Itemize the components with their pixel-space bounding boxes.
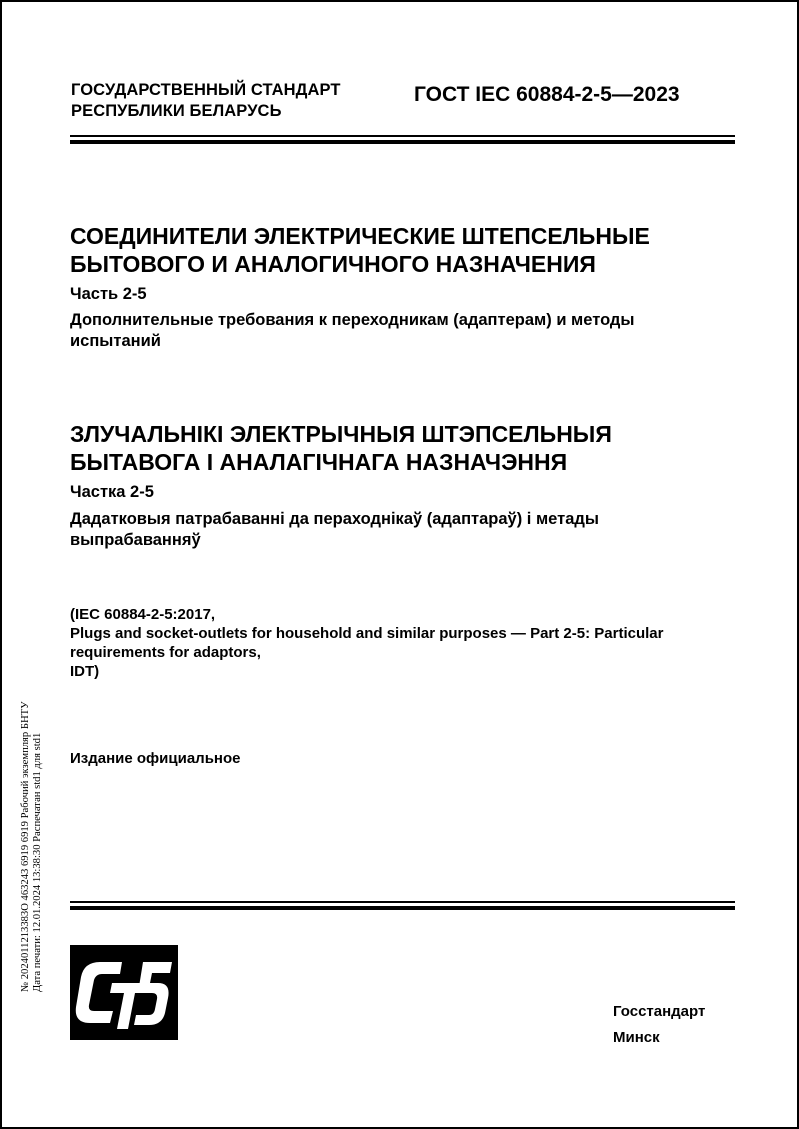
ru-title — [70, 222, 650, 278]
ru-title-line-1: СОЕДИНИТЕЛИ ЭЛЕКТРИЧЕСКИЕ ШТЕПСЕЛЬНЫЕ — [70, 223, 650, 249]
header-rule-thick — [70, 140, 735, 144]
be-part: Частка 2-5 — [70, 483, 154, 501]
standard-type-heading — [71, 80, 341, 122]
iec-line-4: IDT) — [70, 663, 100, 680]
ru-subtitle — [70, 310, 750, 352]
iec-reference — [70, 605, 750, 681]
footer-rule-thick — [70, 906, 735, 910]
edition-label: Издание официальное — [70, 750, 241, 767]
print-stamp-line-1: № 2024011213383О 463243 6919 6919 Рабочий экземпляр БНТУ — [20, 701, 31, 992]
publisher-name: Госстандарт — [613, 1003, 706, 1020]
standard-code: ГОСТ IEC 60884-2-5—2023 — [414, 83, 680, 106]
be-title — [70, 420, 612, 476]
footer-rule-thin — [70, 901, 735, 903]
stb-logo-icon — [70, 945, 178, 1040]
iec-line-1: (IEC 60884-2-5:2017, — [70, 606, 216, 623]
org-line-1: ГОСУДАРСТВЕННЫЙ СТАНДАРТ — [71, 81, 341, 99]
be-title-line-2: БЫТАВОГА І АНАЛАГІЧНАГА НАЗНАЧЭННЯ — [70, 449, 568, 475]
ru-subtitle-line-1: Дополнительные требования к переходникам (адаптерам) и методы — [70, 311, 635, 329]
print-stamp — [20, 590, 44, 992]
be-subtitle — [70, 509, 750, 551]
print-stamp-line-2: Дата печати: 12.01.2024 13:38:30 Распечатан std1 для std1 — [32, 732, 43, 992]
iec-line-2: Plugs and socket-outlets for household and similar purposes — Part 2-5: Particular — [70, 625, 664, 642]
ru-part: Часть 2-5 — [70, 285, 147, 303]
publisher-city: Минск — [613, 1029, 660, 1046]
ru-title-line-2: БЫТОВОГО И АНАЛОГИЧНОГО НАЗНАЧЕНИЯ — [70, 251, 596, 277]
header-rule-thin — [70, 135, 735, 137]
be-subtitle-line-2: выпрабаванняў — [70, 531, 201, 549]
ru-subtitle-line-2: испытаний — [70, 332, 161, 350]
iec-line-3: requirements for adaptors, — [70, 644, 261, 661]
be-title-line-1: ЗЛУЧАЛЬНІКІ ЭЛЕКТРЫЧНЫЯ ШТЭПСЕЛЬНЫЯ — [70, 421, 612, 447]
org-line-2: РЕСПУБЛИКИ БЕЛАРУСЬ — [71, 102, 282, 120]
be-subtitle-line-1: Дадатковыя патрабаванні да пераходнікаў (адаптараў) і метады — [70, 510, 599, 528]
